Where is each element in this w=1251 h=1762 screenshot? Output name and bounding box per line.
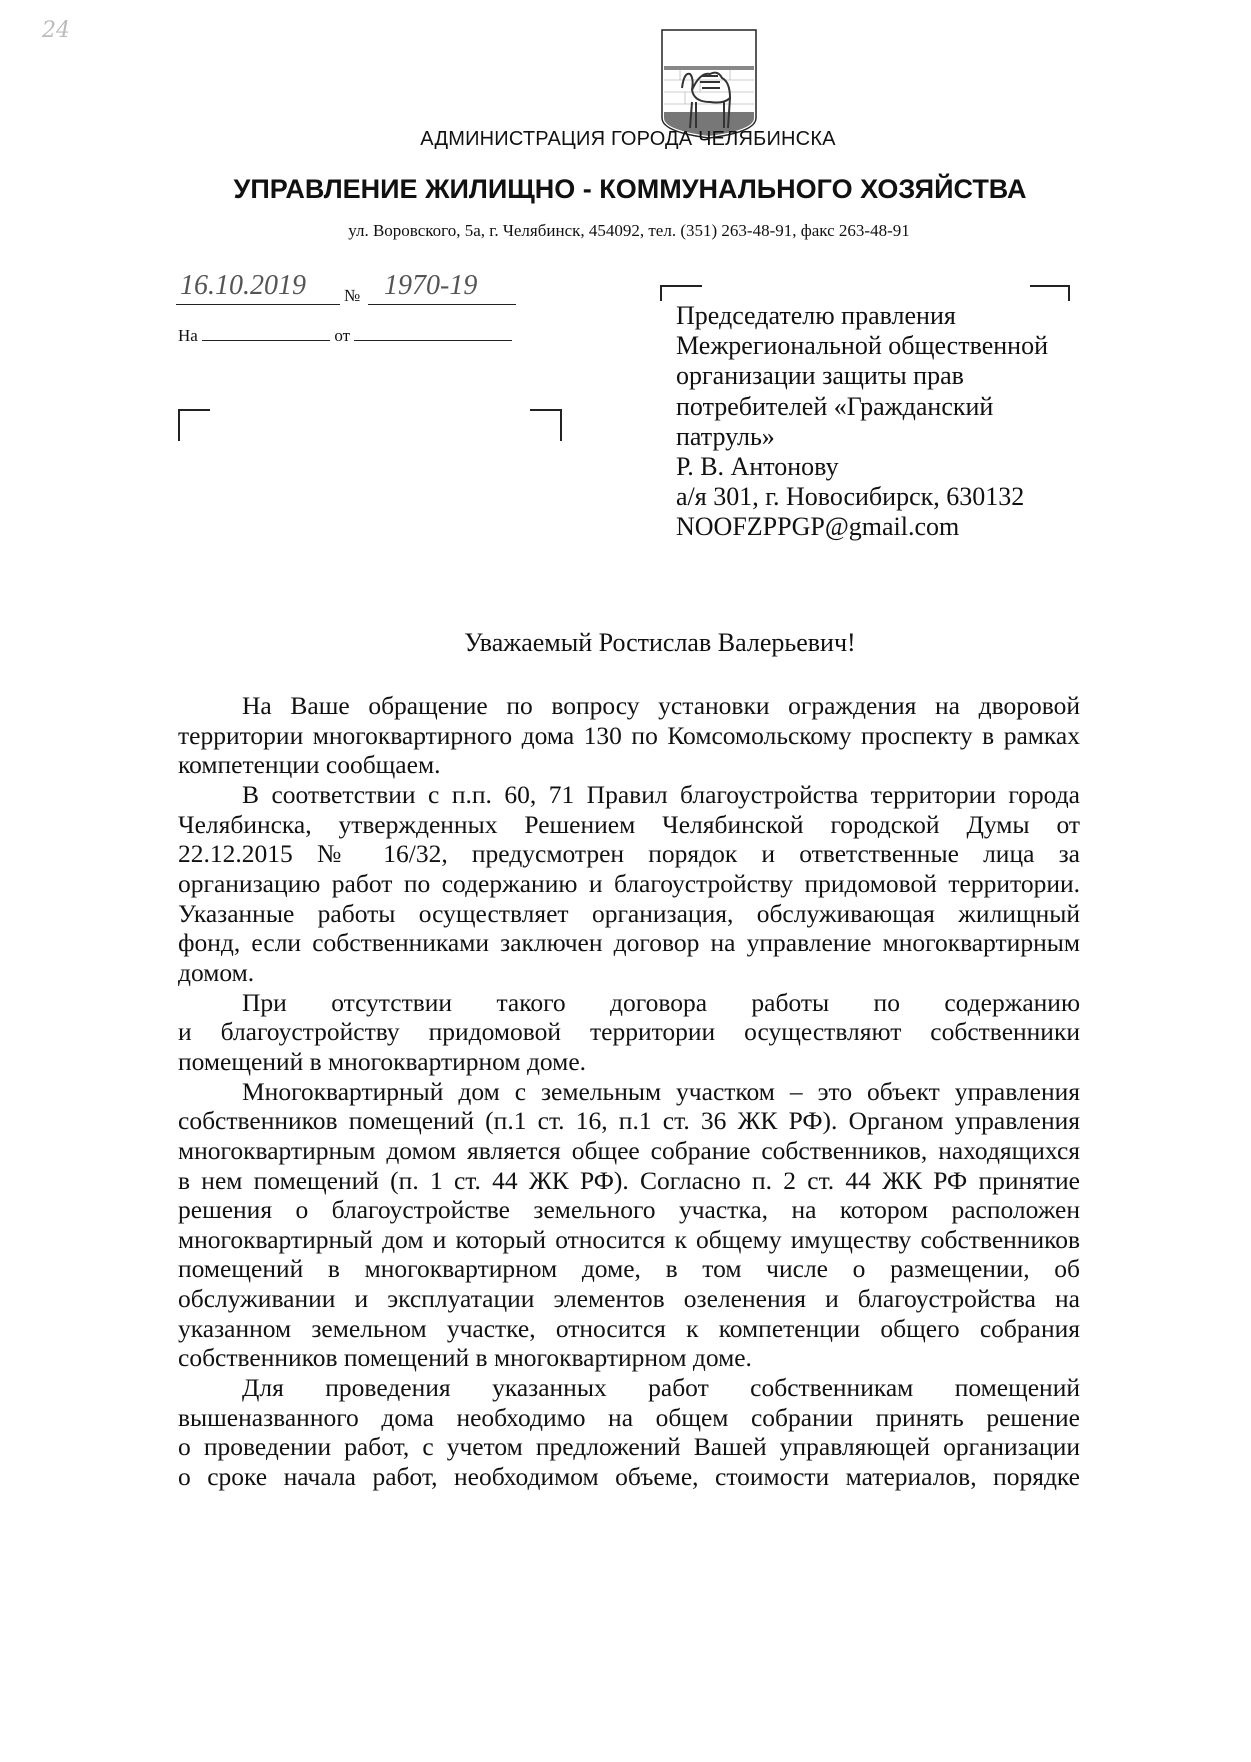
paragraph-line: помещений в многоквартирном доме, в том числе о размещении, об: [178, 1254, 1080, 1284]
paragraph: [178, 988, 1080, 1077]
paragraph-line: вышеназванного дома необходимо на общем собрании принять решение: [178, 1402, 1080, 1432]
paragraph-line: организацию работ по содержанию и благоустройству придомовой территории.: [178, 868, 1080, 898]
letter-body: [178, 691, 1080, 1492]
ref-number-blank: [202, 340, 330, 341]
paragraph-line: собственников помещений (п.1 ст. 16, п.1 ст. 36 ЖК РФ). Органом управления: [178, 1106, 1080, 1136]
paragraph: [178, 1373, 1080, 1492]
paragraph-line: В соответствии с п.п. 60, 71 Правил благоустройства территории города: [242, 779, 1080, 809]
outgoing-number: 1970-19: [384, 270, 478, 301]
ref-label: На: [178, 326, 198, 345]
corner-mark-top-right: [1030, 285, 1070, 301]
reference-line: [178, 326, 512, 346]
paragraph-line: о проведении работ, с учетом предложений Вашей управляющей организации: [178, 1432, 1080, 1462]
corner-mark-top-left: [660, 285, 702, 301]
paragraph-line: указанном земельном участке, относится к компетенции общего собрания: [178, 1313, 1080, 1343]
paragraph-line: домом.: [178, 957, 255, 987]
paragraph-line: На Ваше обращение по вопросу установки ограждения на дворовой: [242, 691, 1080, 720]
paragraph-line: фонд, если собственниками заключен договор на управление многоквартирным: [178, 928, 1080, 958]
outgoing-date: 16.10.2019: [180, 270, 306, 301]
paragraph: [178, 691, 1080, 780]
paragraph-line: решения о благоустройстве земельного участка, на котором расположен: [178, 1195, 1080, 1225]
paragraph-line: компетенции сообщаем.: [178, 750, 441, 780]
paragraph-line: При отсутствии такого договора работы по содержанию: [242, 987, 1080, 1017]
department-address: ул. Воровского, 5а, г. Челябинск, 454092, тел. (351) 263-48-91, факс 263-48-91: [348, 221, 910, 240]
number-underline: [368, 304, 516, 305]
paragraph-line: многоквартирным домом является общее собрание собственников, находящихся: [178, 1135, 1080, 1165]
paragraph: [178, 1077, 1080, 1374]
recipient-line: а/я 301, г. Новосибирск, 630132: [676, 482, 1025, 512]
corner-mark-top-right: [530, 409, 562, 441]
paragraph-line: и благоустройству придомовой территории осуществляют собственники: [178, 1017, 1080, 1047]
ref-date-blank: [354, 340, 512, 341]
recipient-line: патруль»: [676, 421, 775, 451]
ref-from-label: от: [334, 326, 351, 345]
department-name: УПРАВЛЕНИЕ ЖИЛИЩНО - КОММУНАЛЬНОГО ХОЗЯЙСТВА: [233, 174, 1027, 204]
paragraph-line: Для проведения указанных работ собственникам помещений: [242, 1373, 1080, 1403]
recipient-line: Межрегиональной общественной: [676, 331, 1048, 361]
corner-mark-top-left: [178, 409, 210, 441]
number-sign: №: [344, 286, 361, 305]
salutation: Уважаемый Ростислав Валерьевич!: [464, 628, 856, 657]
recipient-line: потребителей «Гражданский: [676, 391, 994, 421]
paragraph: [178, 780, 1080, 988]
paragraph-line: Челябинска, утвержденных Решением Челябинской городской Думы от: [178, 809, 1080, 839]
administration-name: АДМИНИСТРАЦИЯ ГОРОДА ЧЕЛЯБИНСКА: [420, 128, 836, 150]
paragraph-line: Указанные работы осуществляет организация, обслуживающая жилищный: [178, 898, 1080, 928]
recipient-line: Р. В. Антонову: [676, 452, 839, 482]
paragraph-line: многоквартирный дом и который относится к общему имуществу собственников: [178, 1224, 1080, 1254]
paragraph-line: обслуживании и эксплуатации элементов озеленения и благоустройства на: [178, 1284, 1080, 1314]
paragraph-line: собственников помещений в многоквартирном доме.: [178, 1343, 752, 1373]
paragraph-line: 22.12.2015 № 16/32, предусмотрен порядок и ответственные лица за: [178, 839, 1080, 869]
recipient-block: [676, 301, 1048, 543]
recipient-line: Председателю правления: [676, 301, 956, 330]
paragraph-line: территории многоквартирного дома 130 по Комсомольскому проспекту в рамках: [178, 720, 1080, 750]
paragraph-line: в нем помещений (п. 1 ст. 44 ЖК РФ). Согласно п. 2 ст. 44 ЖК РФ принятие: [178, 1165, 1080, 1195]
recipient-line: организации защиты прав: [676, 361, 964, 391]
city-coat-of-arms-icon: [660, 28, 758, 140]
paragraph-line: о сроке начала работ, необходимом объеме, стоимости материалов, порядке: [178, 1462, 1080, 1492]
recipient-email: NOOFZPPGP@gmail.com: [676, 512, 960, 542]
page-number-handwritten: 24: [42, 18, 70, 43]
paragraph-line: помещений в многоквартирном доме.: [178, 1046, 587, 1076]
paragraph-line: Многоквартирный дом с земельным участком – это объект управления: [242, 1076, 1080, 1106]
date-underline: [176, 304, 340, 305]
